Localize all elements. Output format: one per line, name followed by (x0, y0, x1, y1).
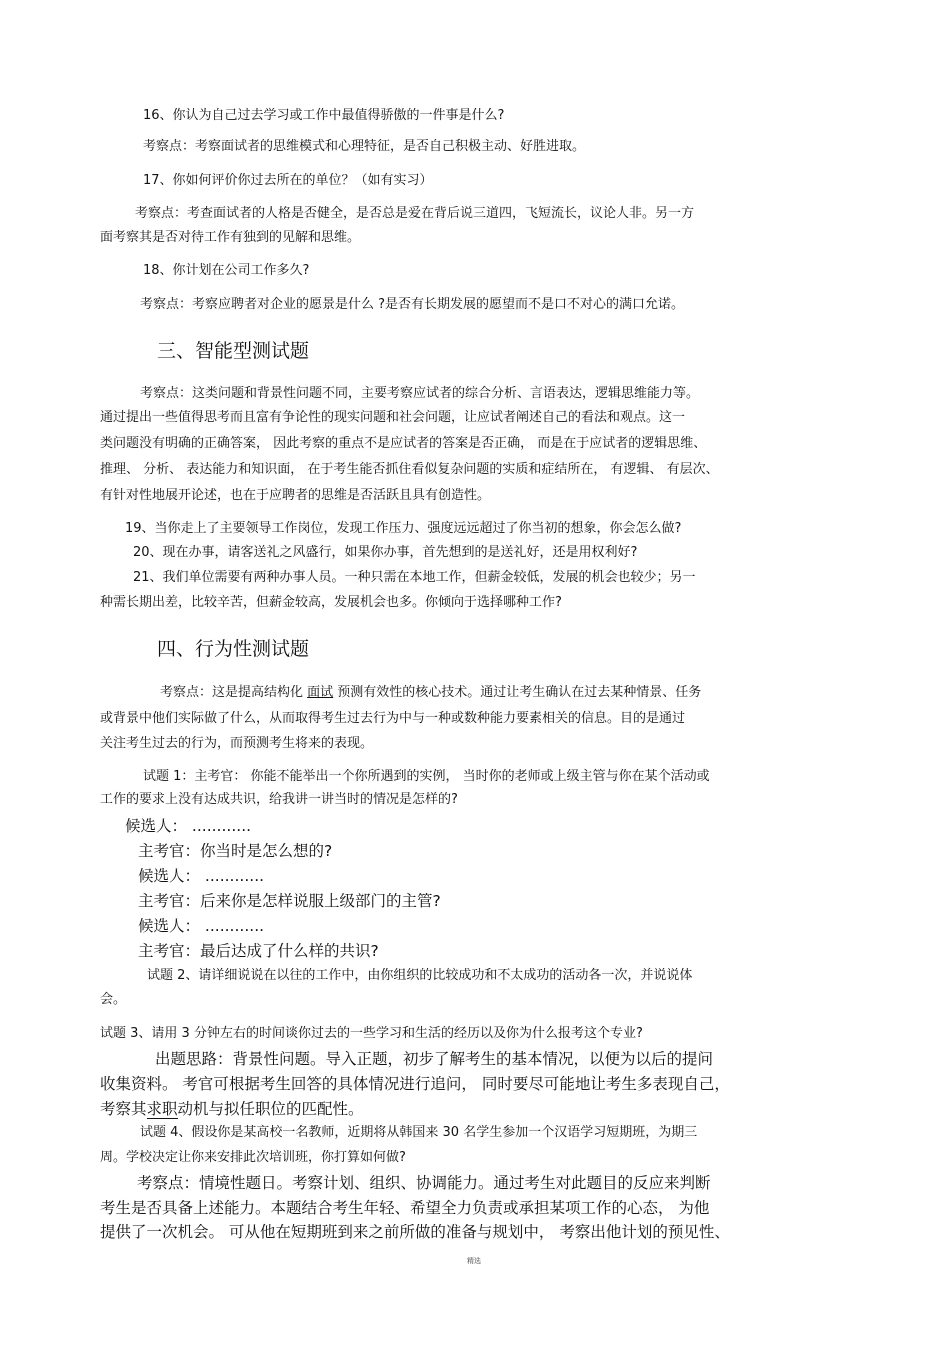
section-4-para-line2: 或背景中他们实际做了什么，从而取得考生过去行为中与一种或数种能力要素相关的信息。目的是通过 (100, 711, 686, 726)
section-4-para-text-b: 预测有效性的核心技术。通过让考生确认在过去某种情景、任务 (333, 685, 702, 700)
item-3-idea-line1: 出题思路：背景性问题。导入正题，初步了解考生的基本情况，以便为以后的提问 (155, 1050, 714, 1068)
section-3-para-line5: 有针对性地展开论述，也在于应聘者的思维是否活跃且具有创造性。 (100, 488, 491, 503)
section-3-para-line2: 通过提出一些值得思考而且富有争论性的现实问题和社会问题，让应试者阐述自己的看法和观点。这一 (100, 410, 686, 425)
item-4-point-line3: 提供了一次机会。 可从他在短期班到来之前所做的准备与规划中， 考察出他计划的预见性、 (100, 1223, 730, 1241)
item-3-idea-line3 (100, 1099, 364, 1119)
item-4-line1: 试题 4、假设你是某高校一名教师，近期将从韩国来 30 名学生参加一个汉语学习短期班，为期三 (140, 1125, 698, 1140)
item-2-line2: 会。 (100, 992, 127, 1007)
page-footer: 精选 (467, 1257, 481, 1265)
question-21-line2: 种需长期出差，比较辛苦，但薪金较高，发展机会也多。你倾向于选择哪种工作? (100, 595, 562, 610)
item-4-point-line1: 考察点：情境性题日。考察计划、组织、协调能力。通过考生对此题目的反应来判断 (137, 1174, 711, 1192)
underlined-job-seeking: 求职 (146, 1100, 178, 1118)
dialogue-candidate-3: 候选人： ............ (138, 917, 265, 935)
question-16: 16、你认为自己过去学习或工作中最值得骄傲的一件事是什么? (143, 108, 505, 123)
question-19: 19、当你走上了主要领导工作岗位，发现工作压力、强度远远超过了你当初的想象，你会怎么做? (125, 521, 682, 536)
dialogue-examiner-2: 主考官：后来你是怎样说服上级部门的主管? (138, 892, 441, 910)
item-3: 试题 3、请用 3 分钟左右的时间谈你过去的一些学习和生活的经历以及你为什么报考这个专业? (100, 1026, 643, 1041)
dialogue-candidate-1: 候选人： ............ (125, 817, 252, 835)
section-3-para-line1: 考察点：这类问题和背景性问题不同，主要考察应试者的综合分析、言语表达，逻辑思维能力等。 (140, 386, 700, 401)
item-3-idea-text-a: 考察其 (100, 1100, 147, 1118)
item-4-line2: 周。学校决定让你来安排此次培训班，你打算如何做? (100, 1150, 406, 1165)
section-4-heading: 四、行为性测试题 (157, 638, 310, 660)
section-4-para-text-a: 考察点：这是提高结构化 (160, 685, 308, 700)
question-17: 17、你如何评价你过去所在的单位？（如有实习） (143, 173, 433, 188)
question-20: 20、现在办事，请客送礼之风盛行，如果你办事，首先想到的是送礼好，还是用权利好? (133, 545, 638, 560)
item-1-line1: 试题 1：主考官： 你能不能举出一个你所遇到的实例， 当时你的老师或上级主管与你在某个活动或 (143, 769, 710, 784)
section-3-para-line4: 推理、 分析、 表达能力和知识面， 在于考生能否抓住看似复杂问题的实质和症结所在， 有逻辑、 有层次、 (100, 462, 719, 477)
question-21-line1: 21、我们单位需要有两种办事人员。一种只需在本地工作，但薪金较低，发展的机会也较少；另一 (133, 570, 696, 585)
question-17-point-line1: 考察点：考查面试者的人格是否健全，是否总是爱在背后说三道四，飞短流长，议论人非。另一方 (135, 206, 695, 221)
item-2-line1: 试题 2、请详细说说在以往的工作中，由你组织的比较成功和不太成功的活动各一次，并说说体 (147, 968, 693, 983)
dialogue-examiner-3: 主考官：最后达成了什么样的共识? (138, 942, 379, 960)
dialogue-examiner-1: 主考官：你当时是怎么想的? (138, 842, 333, 860)
section-3-heading: 三、智能型测试题 (157, 340, 310, 362)
question-16-point: 考察点：考察面试者的思维模式和心理特征，是否自己积极主动、好胜进取。 (143, 139, 586, 154)
question-18: 18、你计划在公司工作多久? (143, 263, 310, 278)
item-3-idea-text-b: 动机与拟任职位的匹配性。 (177, 1100, 364, 1118)
section-4-para-line1 (160, 684, 701, 702)
interview-link[interactable]: 面试 (307, 685, 334, 700)
section-4-para-line3: 关注考生过去的行为，而预测考生将来的表现。 (100, 736, 374, 751)
question-17-point-line2: 面考察其是否对待工作有独到的见解和思维。 (100, 230, 361, 245)
question-18-point: 考察点：考察应聘者对企业的愿景是什么 ?是否有长期发展的愿望而不是口不对心的满口允诺。 (140, 297, 685, 312)
item-1-line2: 工作的要求上没有达成共识，给我讲一讲当时的情况是怎样的? (100, 792, 458, 807)
item-3-idea-line2: 收集资料。 考官可根据考生回答的具体情况进行追问， 同时要尽可能地让考生多表现自己， (100, 1075, 730, 1093)
item-4-point-line2: 考生是否具备上述能力。本题结合考生年轻、希望全力负责或承担某项工作的心态， 为他 (100, 1199, 710, 1217)
dialogue-candidate-2: 候选人： ............ (138, 867, 265, 885)
section-3-para-line3: 类问题没有明确的正确答案， 因此考察的重点不是应试者的答案是否正确， 而是在于应试者的逻辑思维、 (100, 436, 707, 451)
